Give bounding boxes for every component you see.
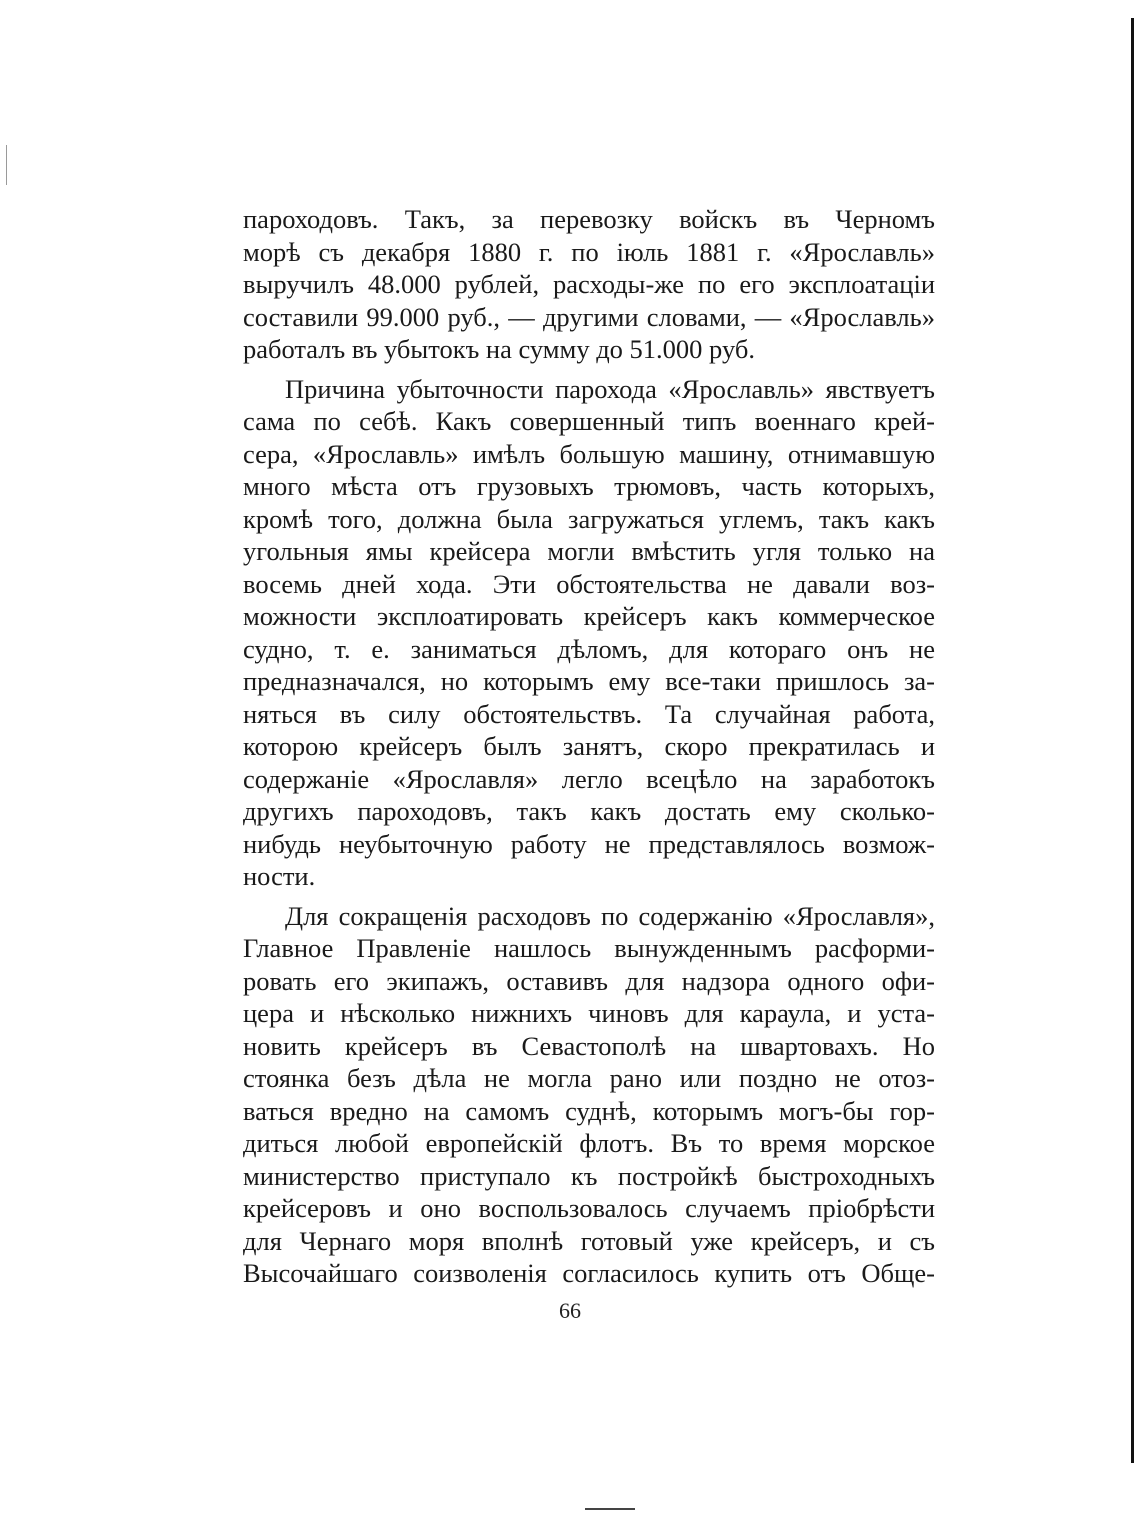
text-line: работалъ въ убытокъ на сумму до 51.000 руб.	[243, 334, 755, 364]
text-line: пароходовъ. Такъ, за перевозку войскъ въ Черномъ	[243, 204, 935, 234]
text-line: для Чернаго моря вполнѣ готовый уже крейсеръ, и съ	[243, 1225, 935, 1256]
text-line: Причина убыточности парохода «Ярославль» явствуетъ	[285, 373, 935, 404]
text-line: нибудь неубыточную работу не представлялось возмож-	[243, 828, 935, 859]
text-line: которою крейсеръ былъ занятъ, скоро прекратилась и	[243, 731, 935, 761]
page-number: 66	[559, 1298, 581, 1323]
text-line: содержаніе «Ярославля» легло всецѣло на заработокъ	[243, 763, 935, 794]
text-line: морѣ съ декабря 1880 г. по іюль 1881 г. «Ярославль»	[243, 236, 935, 267]
text-line: Главное Правленіе нашлось вынужденнымъ расформи-	[243, 933, 935, 963]
paragraph	[243, 373, 935, 893]
scan-edge-mark	[1131, 18, 1134, 1463]
text-line: можности эксплоатировать крейсеръ какъ коммерческое	[243, 601, 935, 631]
text-line: диться любой европейскій флотъ. Въ то время морское	[243, 1128, 935, 1158]
text-line: сера, «Ярославль» имѣлъ большую машину, отнимавшую	[243, 438, 935, 469]
text-line: составили 99.000 руб., — другими словами, — «Ярославль»	[243, 301, 935, 332]
text-line: новить крейсеръ въ Севастополѣ на швартовахъ. Но	[243, 1030, 935, 1061]
paragraph	[243, 900, 935, 1290]
text-line: Высочайшаго соизволенія согласилось купить отъ Обще-	[243, 1258, 935, 1288]
text-line: цера и нѣсколько нижнихъ чиновъ для караула, и уста-	[243, 998, 935, 1028]
text-line: угольныя ямы крейсера могли вмѣстить угля только на	[243, 536, 935, 566]
text-line: Для сокращенія расходовъ по содержанію «Ярославля»,	[285, 900, 935, 931]
text-line: крейсеровъ и оно воспользовалось случаемъ пріобрѣсти	[243, 1193, 935, 1223]
paragraph	[243, 203, 935, 366]
text-line: предназначался, но которымъ ему все-таки пришлось за-	[243, 666, 935, 696]
body-text	[243, 203, 935, 1290]
text-line: кромѣ того, должна была загружаться углемъ, такъ какъ	[243, 503, 935, 534]
text-line: восемь дней хода. Эти обстоятельства не давали воз-	[243, 568, 935, 599]
text-line: судно, т. е. заниматься дѣломъ, для котораго онъ не	[243, 633, 935, 664]
text-line: другихъ пароходовъ, такъ какъ достать ему сколько-	[243, 796, 935, 826]
text-line: ности.	[243, 861, 316, 891]
text-line: ваться вредно на самомъ суднѣ, которымъ могъ-бы гор-	[243, 1095, 935, 1126]
text-line: выручилъ 48.000 рублей, расходы-же по его эксплоатаціи	[243, 269, 935, 299]
text-line: стоянка безъ дѣла не могла рано или поздно не отоз-	[243, 1063, 935, 1093]
text-line: няться въ силу обстоятельствъ. Та случайная работа,	[243, 698, 935, 729]
text-line: много мѣста отъ грузовыхъ трюмовъ, часть которыхъ,	[243, 471, 935, 501]
scan-bottom-mark	[585, 1508, 635, 1510]
text-line: сама по себѣ. Какъ совершенный типъ военнаго крей-	[243, 406, 935, 436]
scan-margin-mark	[6, 145, 7, 185]
text-line: ровать его экипажъ, оставивъ для надзора одного офи-	[243, 965, 935, 996]
text-line: министерство приступало къ постройкѣ быстроходныхъ	[243, 1160, 935, 1191]
